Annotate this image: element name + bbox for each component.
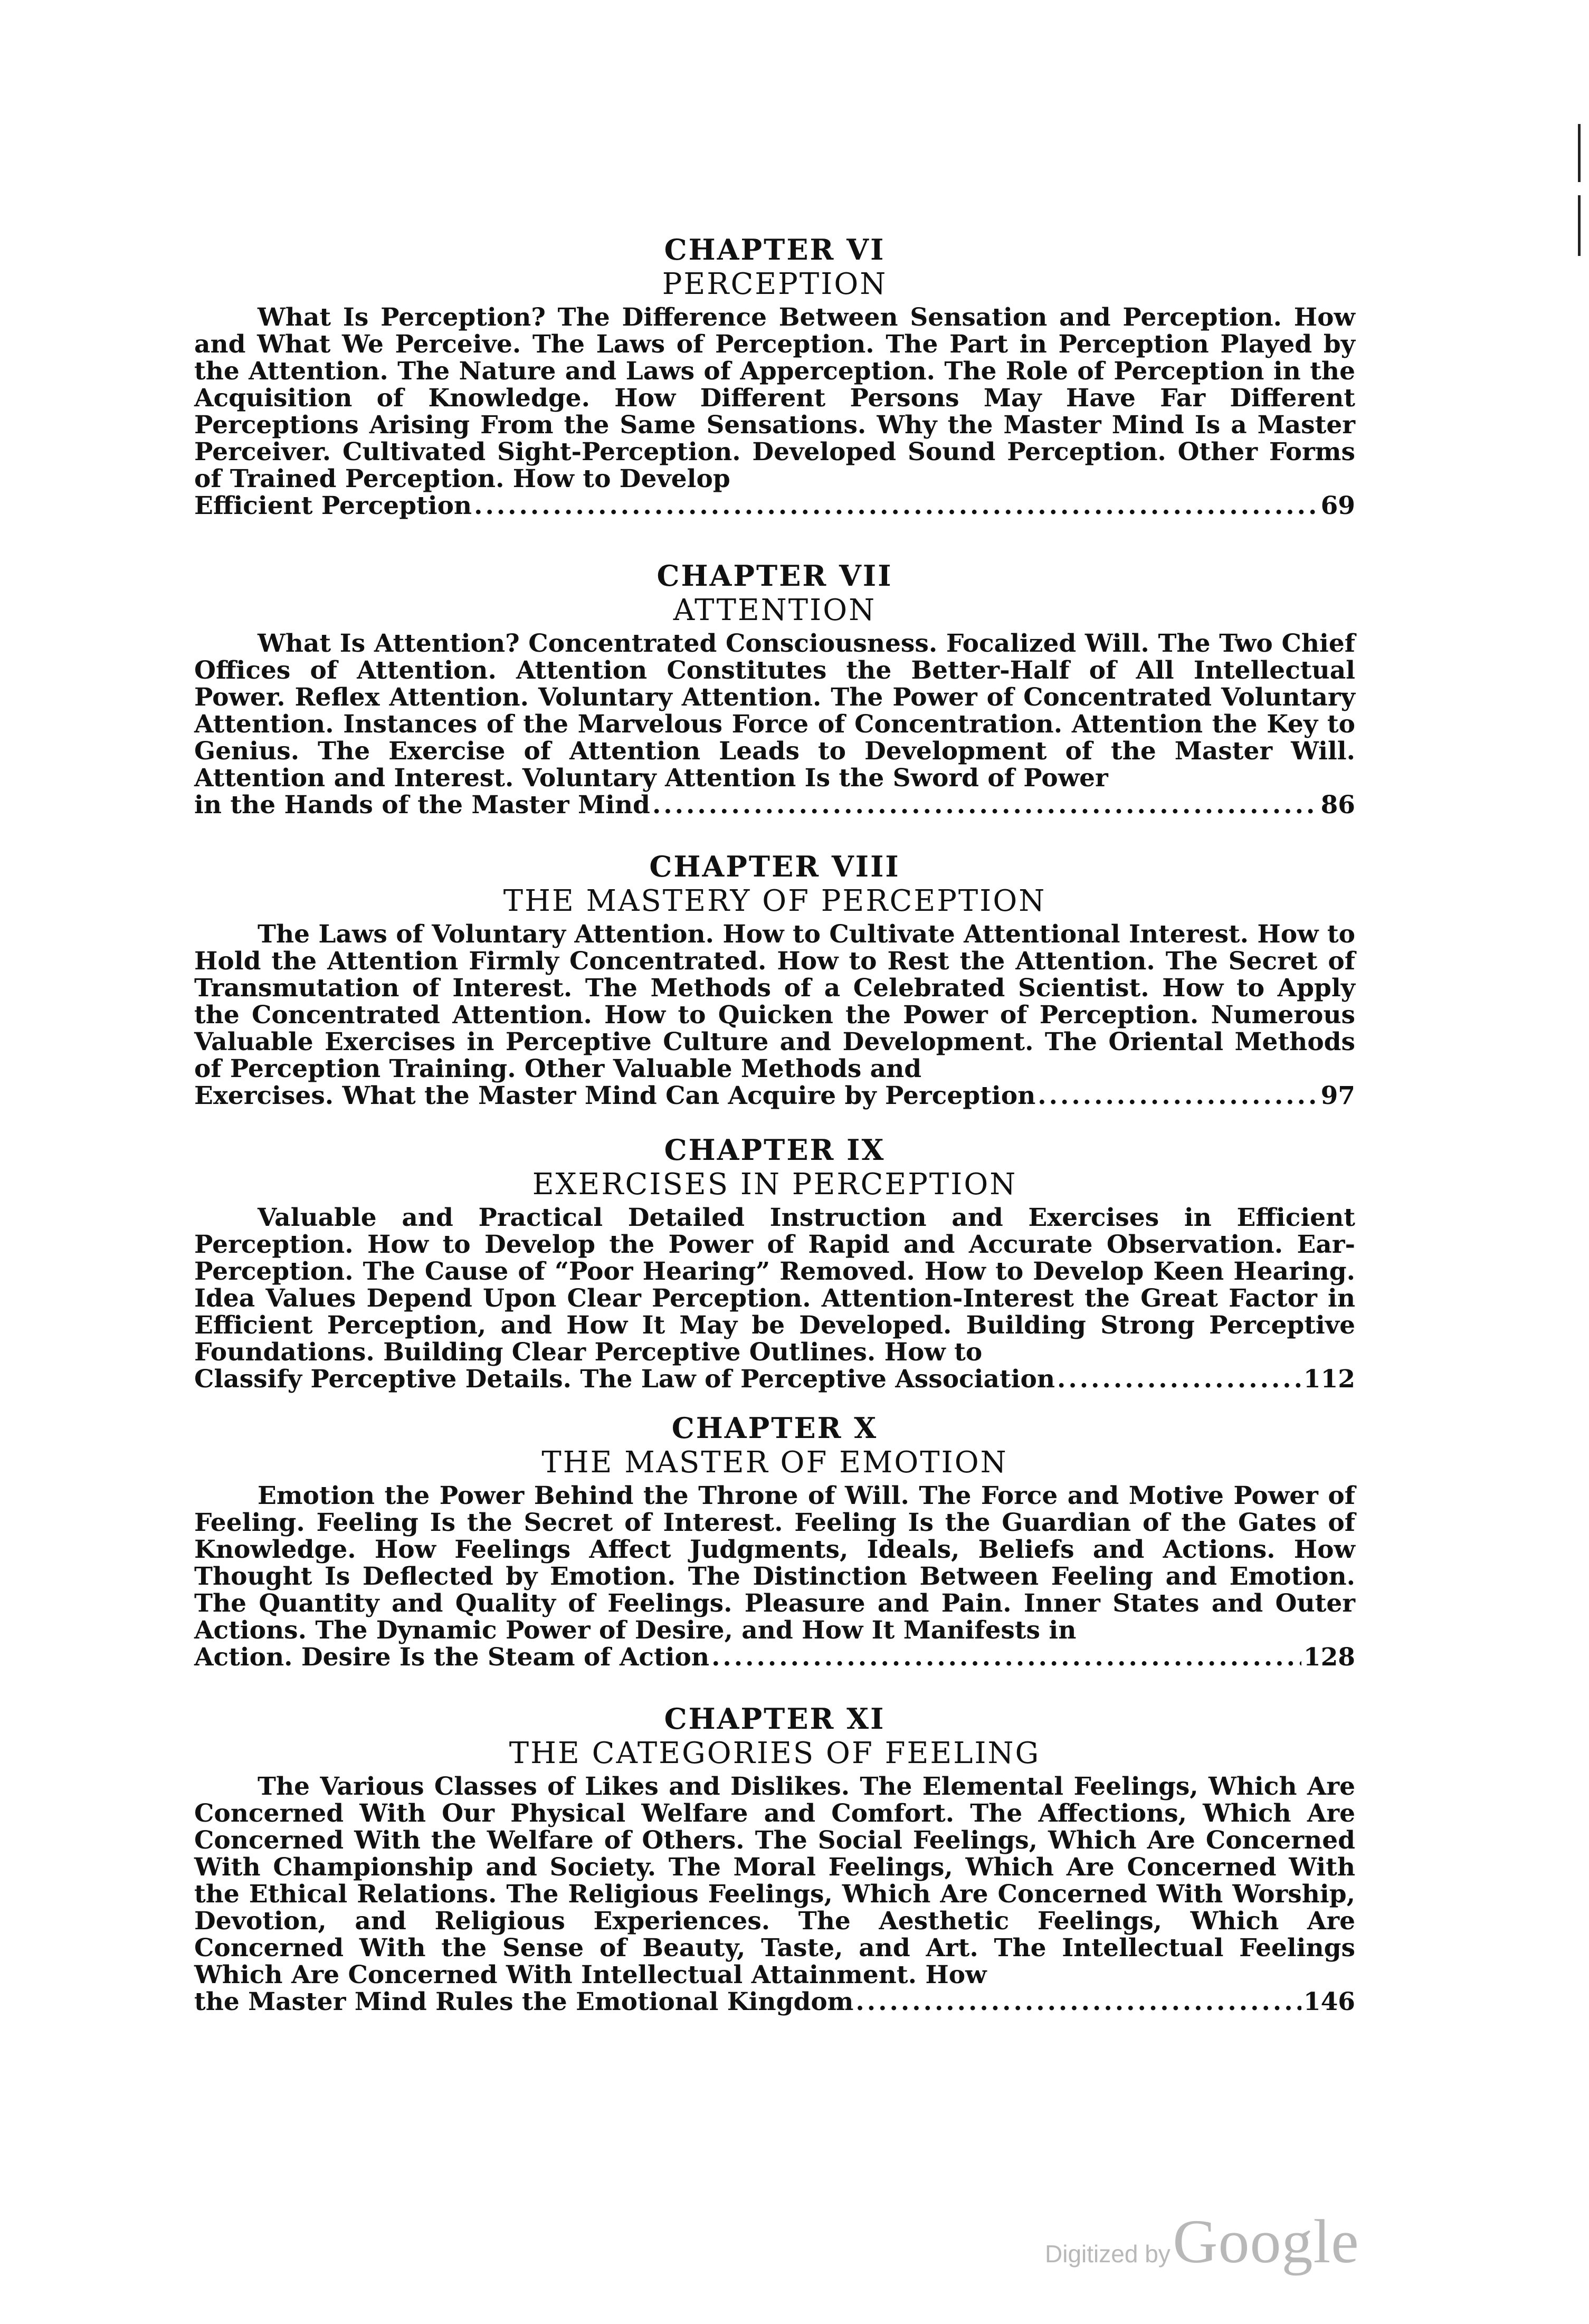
page-number: 86 — [1320, 790, 1355, 820]
dot-leader — [474, 492, 1319, 519]
chapter-summary-text: What Is Perception? The Difference Between Sensation and Perception. How and What We Perceive. The Laws of Perception. The Part in Perception Played by the Attention. The Nature and Laws of Apperception. The Role of Perception in the Acquisition of Knowledge. How Different Persons May Have Far Different Perceptions Arising From the Same Sensations. Why the Master Mind Is a Master Perceiver. Cultivated Sight-Perception. Developed Sound Perception. Other Forms of Trained Perception. How to Develop — [194, 303, 1355, 493]
page-number: 128 — [1303, 1643, 1355, 1672]
chapter-number: CHAPTER VIII — [649, 850, 900, 883]
chapter-title: PERCEPTION — [662, 267, 888, 301]
chapter-number: CHAPTER VI — [664, 233, 886, 266]
chapter-number: CHAPTER X — [671, 1411, 878, 1445]
chapter-summary-end: Exercises. What the Master Mind Can Acquire by Perception — [194, 1081, 1036, 1110]
page-number: 146 — [1303, 1987, 1355, 2016]
chapter-summary-last-line — [194, 1366, 1355, 1393]
chapter-summary-text: The Laws of Voluntary Attention. How to Cultivate Attentional Interest. How to Hold the Attention Firmly Concentrated. How to Rest the Attention. The Secret of Transmutation of Interest. The Methods of a Celebrated Scientist. How to Apply the Concentrated Attention. How to Quicken the Power of Perception. Numerous Valuable Exercises in Perceptive Culture and Development. The Oriental Methods of Perception Training. Other Valuable Methods and — [194, 920, 1355, 1083]
chapter-summary-text: Emotion the Power Behind the Throne of Will. The Force and Motive Power of Feeling. Feeling Is the Secret of Interest. Feeling Is the Guardian of the Gates of Knowledge. How Feelings Affect Judgments, Ideals, Beliefs and Actions. How Thought Is Deflected by Emotion. The Distinction Between Feeling and Emotion. The Quantity and Quality of Feelings. Pleasure and Pain. Inner States and Outer Actions. The Dynamic Power of Desire, and How It Manifests in — [194, 1481, 1355, 1645]
chapter-entry-vii — [194, 558, 1355, 818]
margin-scan-line-bottom — [1578, 195, 1581, 256]
chapter-summary-last-line — [194, 492, 1355, 519]
chapter-entry-xi — [194, 1701, 1355, 2015]
page-number: 69 — [1320, 491, 1355, 520]
chapter-number: CHAPTER IX — [664, 1133, 886, 1167]
dot-leader — [855, 1988, 1301, 2015]
chapter-summary-end: in the Hands of the Master Mind — [194, 790, 650, 820]
spacer — [194, 818, 1355, 849]
spacer — [194, 1109, 1355, 1132]
chapter-summary-text: What Is Attention? Concentrated Consciousness. Focalized Will. The Two Chief Offices of Attention. Attention Constitutes the Better-Half of All Intellectual Power. Reflex Attention. Voluntary Attention. The Power of Concentrated Voluntary Attention. Instances of the Marvelous Force of Concentration. Attention the Key to Genius. The Exercise of Attention Leads to Development of the Master Will. Attention and Interest. Voluntary Attention Is the Sword of Power — [194, 629, 1355, 793]
watermark-prefix: Digitized by — [1045, 2240, 1171, 2268]
chapter-summary — [194, 1482, 1355, 1671]
chapter-summary-text: The Various Classes of Likes and Dislikes. The Elemental Feelings, Which Are Concerned With Our Physical Welfare and Comfort. The Affections, Which Are Concerned With the Welfare of Others. The Social Feelings, Which Are Concerned With Championship and Society. The Moral Feelings, Which Are Concerned With the Ethical Relations. The Religious Feelings, Which Are Concerned With Worship, Devotion, and Religious Experiences. The Aesthetic Feelings, Which Are Concerned With the Sense of Beauty, Taste, and Art. The Intellectual Feelings Which Are Concerned With Intellectual Attainment. How — [194, 1772, 1355, 1989]
chapter-title: THE MASTERY OF PERCEPTION — [503, 884, 1046, 918]
chapter-summary-last-line — [194, 1988, 1355, 2015]
chapter-number: CHAPTER VII — [656, 559, 893, 593]
chapter-summary — [194, 921, 1355, 1109]
dot-leader — [711, 1644, 1301, 1671]
chapter-entry-x — [194, 1411, 1355, 1671]
chapter-title: THE CATEGORIES OF FEELING — [509, 1736, 1041, 1770]
spacer — [194, 1671, 1355, 1701]
chapter-title: ATTENTION — [673, 593, 877, 627]
chapter-summary-last-line — [194, 1082, 1355, 1109]
chapter-summary-end: the Master Mind Rules the Emotional Kingdom — [194, 1987, 854, 2016]
chapter-number: CHAPTER XI — [664, 1702, 886, 1736]
table-of-contents — [194, 232, 1355, 2015]
chapter-entry-vi — [194, 232, 1355, 519]
page-number: 112 — [1303, 1365, 1355, 1394]
chapter-entry-ix — [194, 1132, 1355, 1393]
chapter-summary — [194, 1773, 1355, 2015]
digitized-by-google-watermark — [1045, 2206, 1359, 2278]
page-number: 97 — [1320, 1081, 1355, 1110]
chapter-entry-viii — [194, 849, 1355, 1109]
dot-leader — [1038, 1082, 1318, 1109]
chapter-summary-last-line — [194, 792, 1355, 818]
chapter-summary-end: Action. Desire Is the Steam of Action — [194, 1643, 710, 1672]
chapter-title: EXERCISES IN PERCEPTION — [532, 1167, 1017, 1202]
margin-scan-line-top — [1578, 124, 1581, 182]
chapter-title: THE MASTER OF EMOTION — [541, 1445, 1008, 1480]
chapter-summary-last-line — [194, 1644, 1355, 1671]
chapter-summary — [194, 1204, 1355, 1393]
spacer — [194, 1393, 1355, 1411]
spacer — [194, 519, 1355, 558]
chapter-summary-end: Efficient Perception — [194, 491, 472, 520]
google-logo: Google — [1173, 2207, 1359, 2276]
chapter-summary-end: Classify Perceptive Details. The Law of Perceptive Association — [194, 1365, 1055, 1394]
chapter-summary — [194, 630, 1355, 818]
chapter-summary — [194, 304, 1355, 519]
chapter-summary-text: Valuable and Practical Detailed Instruction and Exercises in Efficient Perception. How to Develop the Power of Rapid and Accurate Observation. Ear-Perception. The Cause of “Poor Hearing” Removed. How to Develop Keen Hearing. Idea Values Depend Upon Clear Perception. Attention-Interest the Great Factor in Efficient Perception, and How It May be Developed. Building Strong Perceptive Foundations. Building Clear Perceptive Outlines. How to — [194, 1203, 1355, 1367]
dot-leader — [1057, 1366, 1301, 1393]
dot-leader — [652, 792, 1319, 818]
